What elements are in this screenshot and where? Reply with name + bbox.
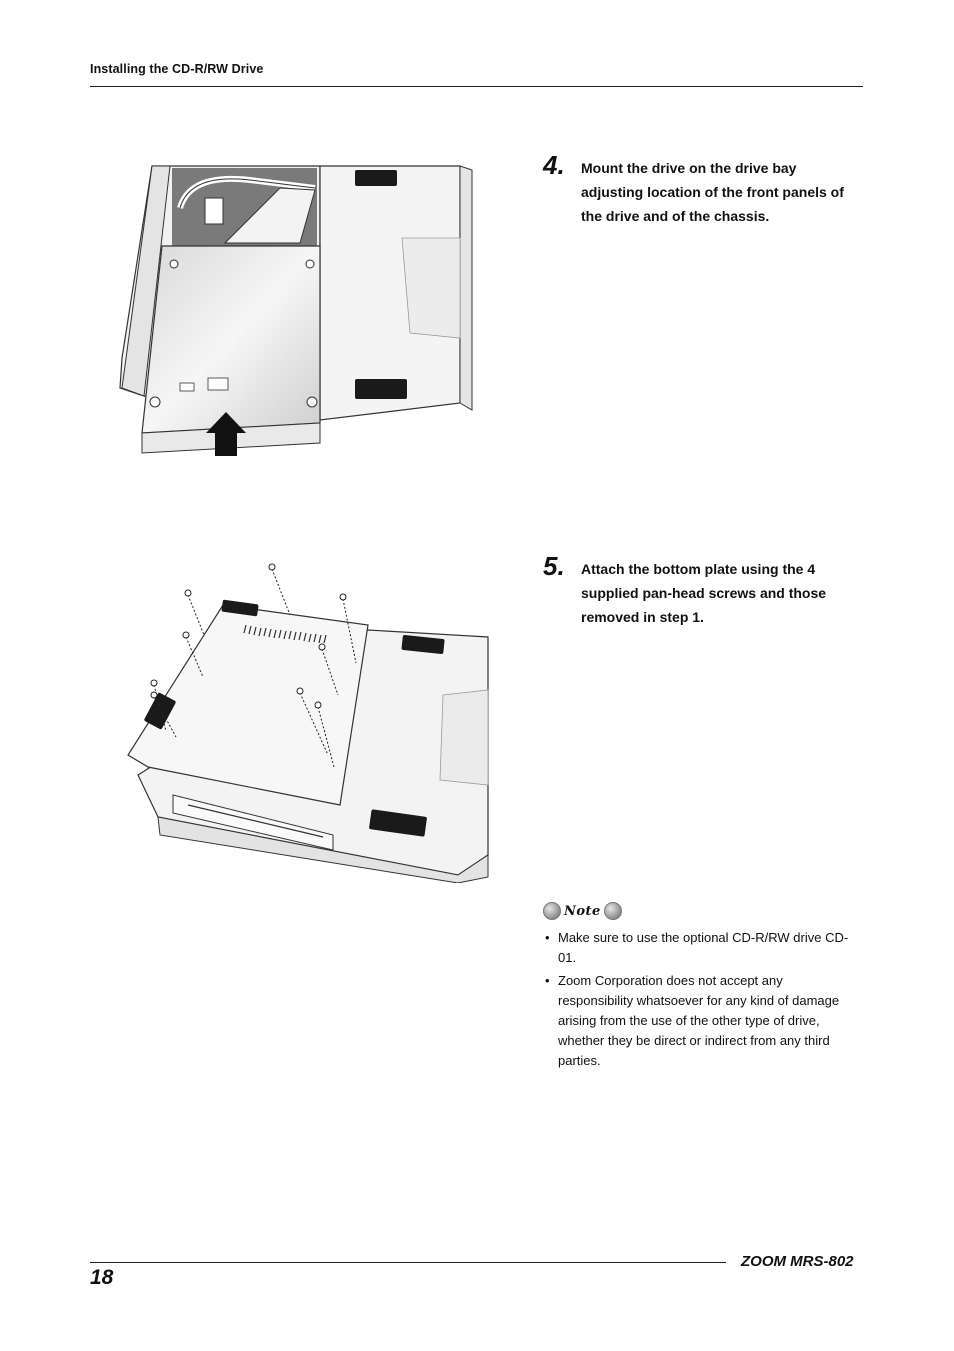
page-number: 18 xyxy=(90,1266,114,1289)
note-label: Note xyxy=(564,903,601,919)
step-4 xyxy=(543,150,863,228)
note-left-dot-icon xyxy=(543,902,561,920)
step-4-text: Mount the drive on the drive bay adjusting location of the front panels of the drive and of the chassis. xyxy=(581,160,844,224)
footer-divider xyxy=(90,1262,726,1263)
footer-brand: ZOOM MRS-802 xyxy=(741,1253,854,1270)
step-5-number: 5. xyxy=(543,551,565,581)
note-badge xyxy=(543,900,863,922)
note-right-dot-icon xyxy=(604,902,622,920)
step-4-number: 4. xyxy=(543,150,565,180)
step-5-text: Attach the bottom plate using the 4 supplied pan-head screws and those removed in step 1. xyxy=(581,561,827,625)
note-list xyxy=(543,928,863,1071)
step-5 xyxy=(543,551,863,629)
note-box xyxy=(543,900,863,1074)
header-divider xyxy=(90,86,863,87)
note-item: • Zoom Corporation does not accept any responsibility whatsoever for any kind of damage arising from the use of the other type of drive, whether they be direct or indirect from any third parties. xyxy=(543,971,854,1071)
drive-mount-illustration xyxy=(110,158,480,458)
bottom-plate-illustration xyxy=(118,555,493,883)
note-item: • Make sure to use the optional CD-R/RW drive CD-01. xyxy=(543,928,854,968)
page-header-title: Installing the CD-R/RW Drive xyxy=(90,62,264,76)
